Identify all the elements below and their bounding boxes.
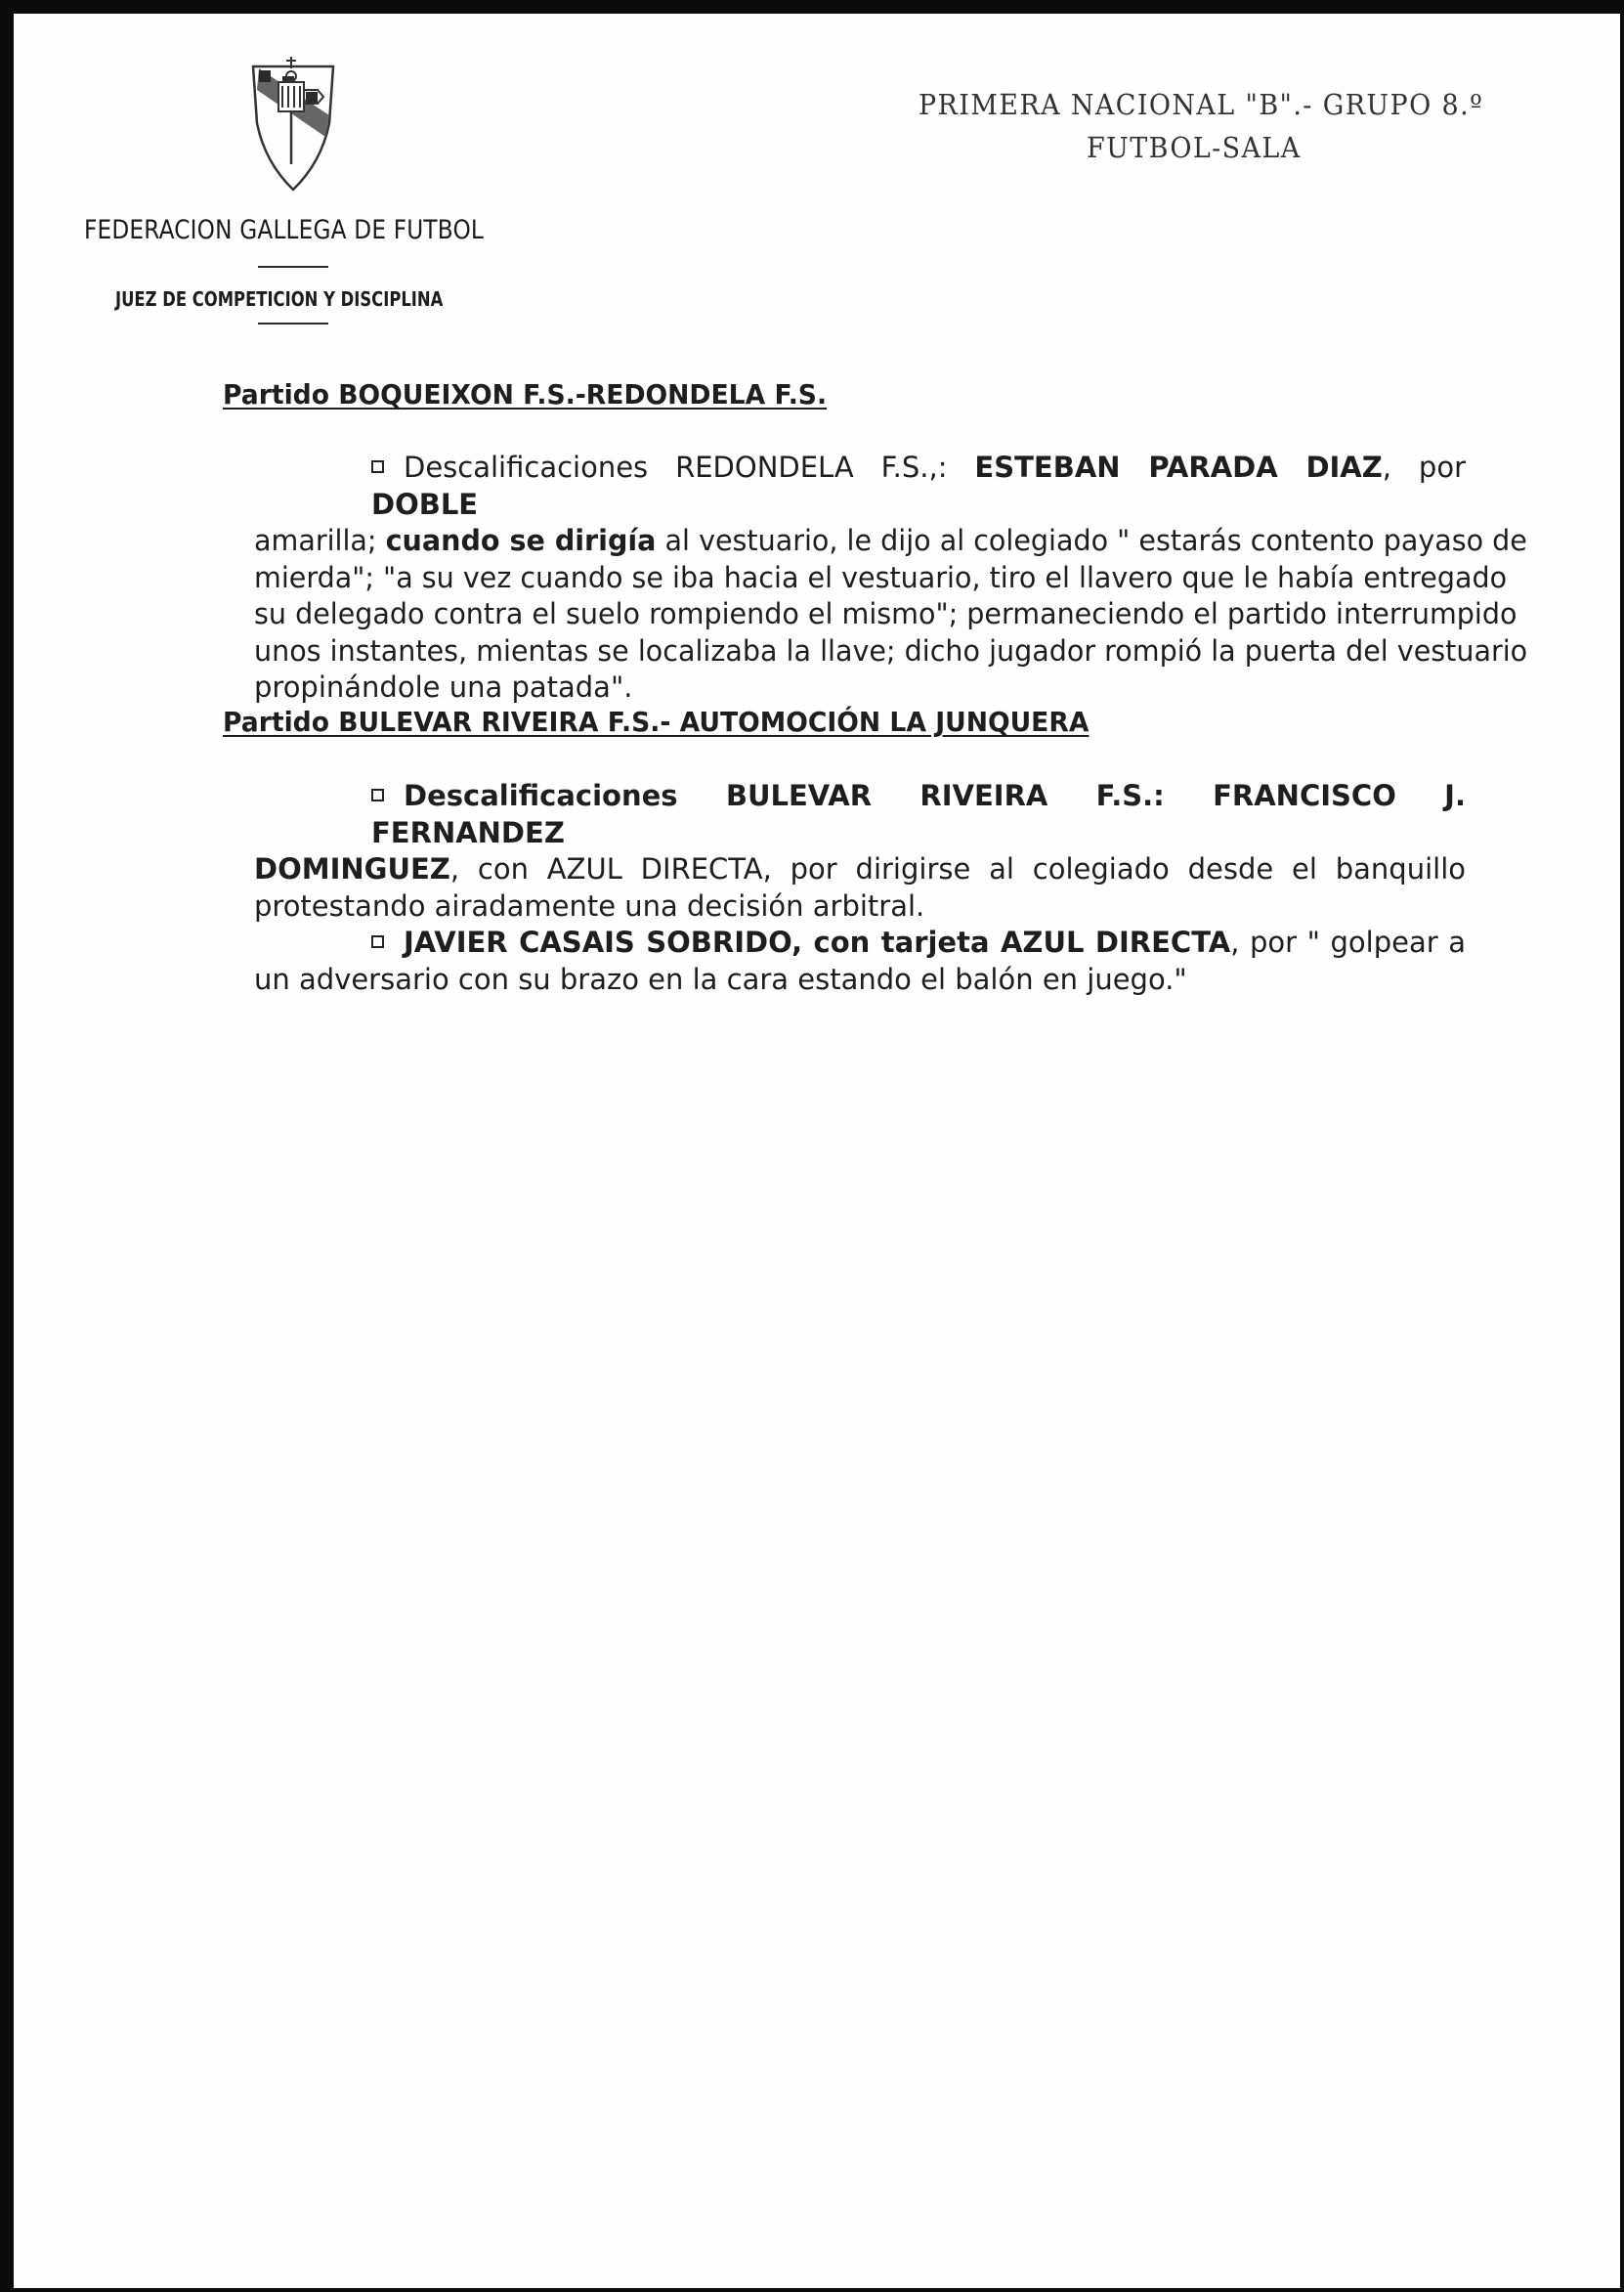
ruling-line: Descalificaciones BULEVAR RIVEIRA F.S.: FRANCISCO J. FERNANDEZ (371, 779, 1466, 849)
match-1-ruling (254, 450, 1528, 707)
ruling-line: unos instantes, mientas se localizaba la llave; dicho jugador rompió la puerta del vestuario (254, 633, 1528, 668)
checkbox-bullet-icon (371, 789, 384, 801)
ruling-line: Descalificaciones REDONDELA F.S.,: ESTEBAN PARADA DIAZ, por DOBLE (371, 451, 1466, 521)
ruling-line: amarilla; cuando se dirigía al vestuario, le dijo al colegiado " estarás contento payaso de (254, 524, 1527, 557)
match-title-1: Partido BOQUEIXON F.S.-REDONDELA F.S. (223, 378, 828, 411)
ruling-line: propinándole una patada". (254, 670, 633, 704)
match-2-ruling (254, 778, 1466, 998)
federation-crest-logo (249, 47, 337, 192)
checkbox-bullet-icon (371, 460, 384, 473)
divider-rule (258, 266, 328, 268)
league-heading: PRIMERA NACIONAL "B".- GRUPO 8.º (919, 88, 1484, 121)
sport-heading: FUTBOL-SALA (1087, 131, 1302, 164)
divider-rule (258, 323, 328, 324)
ruling-line: un adversario con su brazo en la cara estando el balón en juego." (254, 962, 1187, 996)
ruling-line: DOMINGUEZ, con AZUL DIRECTA, por dirigirse al colegiado desde el banquillo (254, 852, 1466, 886)
ruling-line: mierda"; "a su vez cuando se iba hacia el vestuario, tiro el llavero que le había entregado (254, 560, 1508, 594)
ruling-line: JAVIER CASAIS SOBRIDO, con tarjeta AZUL DIRECTA, por " golpear a (254, 925, 1466, 962)
checkbox-bullet-icon (371, 935, 384, 948)
department-name: JUEZ DE COMPETICION Y DISCIPLINA (115, 287, 444, 311)
ruling-line: su delegado contra el suelo rompiendo el mismo"; permaneciendo el partido interrumpido (254, 597, 1517, 630)
federation-name: FEDERACION GALLEGA DE FUTBOL (84, 215, 485, 245)
document-page (14, 14, 1620, 2288)
match-title-2: Partido BULEVAR RIVEIRA F.S.- AUTOMOCIÓN LA JUNQUERA (223, 706, 1090, 738)
ruling-line: protestando airadamente una decisión arbitral. (254, 888, 925, 923)
